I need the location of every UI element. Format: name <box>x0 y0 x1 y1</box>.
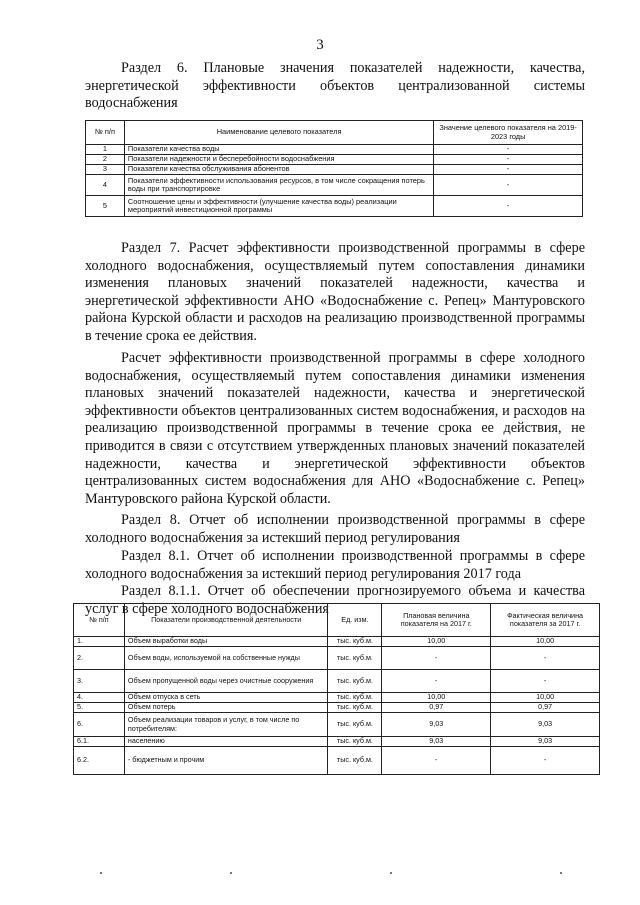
row-num: 1 <box>86 145 125 155</box>
row-num: 5 <box>86 196 125 217</box>
table-row <box>74 693 600 703</box>
section7-heading: Раздел 7. Расчет эффективности производственной программы в сфере холодного водоснабжения, осуществляемый путем сопоставления динамики изменения плановых значений показателей надежности, качества и энергетической эффективности АНО «Водоснабжение с. Репец» Мантуровского района Курской области и расходов на реализацию производственной программы в течение срока ее действия. <box>85 240 585 344</box>
header-unit: Ед. изм. <box>328 604 382 637</box>
row-num: 1. <box>74 637 125 647</box>
section6-table <box>85 120 583 217</box>
row-name: Показатели качества обслуживания абонентов <box>124 165 433 175</box>
row-unit: тыс. куб.м. <box>328 703 382 713</box>
row-unit: тыс. куб.м. <box>328 737 382 747</box>
table-row <box>74 703 600 713</box>
row-name: Показатели качества воды <box>124 145 433 155</box>
row-name: Показатели надежности и бесперебойности водоснабжения <box>124 155 433 165</box>
table-row <box>74 637 600 647</box>
row-plan: 10,00 <box>382 693 491 703</box>
row-value: - <box>434 155 583 165</box>
table-row <box>74 713 600 737</box>
table-row <box>74 737 600 747</box>
page-number: 3 <box>316 37 324 53</box>
row-unit: тыс. куб.м. <box>328 747 382 775</box>
section8-1-1-heading: Раздел 8.1.1. Отчет об обеспечении прогнозируемого объема и качества услуг в сфере холодного водоснабжения <box>85 583 585 617</box>
row-value: - <box>434 165 583 175</box>
row-num: 4 <box>86 175 125 196</box>
header-indicator: Показатели производственной деятельности <box>124 604 328 637</box>
row-fact: 0,97 <box>491 703 600 713</box>
table-header-row <box>86 121 583 145</box>
table-row <box>74 670 600 693</box>
row-num: 2 <box>86 155 125 165</box>
row-fact: - <box>491 670 600 693</box>
row-fact: 10,00 <box>491 637 600 647</box>
section8-heading: Раздел 8. Отчет об исполнении производственной программы в сфере холодного водоснабжения за истекший период регулирования <box>85 512 585 546</box>
scan-artifacts <box>90 872 590 882</box>
row-indicator: Объем воды, используемой на собственные нужды <box>124 647 328 670</box>
row-fact: 9,03 <box>491 713 600 737</box>
section8-1-heading: Раздел 8.1. Отчет об исполнении производственной программы в сфере холодного водоснабжения за истекший период регулирования 2017 года <box>85 548 585 582</box>
table-row <box>86 175 583 196</box>
header-target-value: Значение целевого показателя на 2019-2023 годы <box>434 121 583 145</box>
table-header-row <box>74 604 600 637</box>
row-num: 6. <box>74 713 125 737</box>
row-unit: тыс. куб.м. <box>328 647 382 670</box>
row-fact: 10,00 <box>491 693 600 703</box>
row-plan: 0,97 <box>382 703 491 713</box>
row-plan: 10,00 <box>382 637 491 647</box>
section6-heading: Раздел 6. Плановые значения показателей надежности, качества, энергетической эффективности объектов централизованной системы водоснабжения <box>85 60 585 112</box>
production-report-table <box>73 603 600 775</box>
row-indicator: Объем пропущенной воды через очистные сооружения <box>124 670 328 693</box>
table-row <box>74 747 600 775</box>
row-fact: - <box>491 647 600 670</box>
row-fact: 9,03 <box>491 737 600 747</box>
row-indicator: Объем выработки воды <box>124 637 328 647</box>
row-fact: - <box>491 747 600 775</box>
row-num: 6.1. <box>74 737 125 747</box>
row-name: Соотношение цены и эффективности (улучшение качества воды) реализации мероприятий инвестиционной программы <box>124 196 433 217</box>
row-indicator: Объем реализации товаров и услуг, в том числе по потребителям: <box>124 713 328 737</box>
header-num: № п/п <box>74 604 125 637</box>
row-plan: - <box>382 670 491 693</box>
row-value: - <box>434 175 583 196</box>
row-unit: тыс. куб.м. <box>328 693 382 703</box>
row-plan: 9,03 <box>382 737 491 747</box>
row-plan: - <box>382 647 491 670</box>
row-num: 3. <box>74 670 125 693</box>
row-value: - <box>434 145 583 155</box>
row-indicator: Объем отпуска в сеть <box>124 693 328 703</box>
header-indicator-name: Наименование целевого показателя <box>124 121 433 145</box>
row-unit: тыс. куб.м. <box>328 637 382 647</box>
row-unit: тыс. куб.м. <box>328 670 382 693</box>
row-name: Показатели эффективности использования ресурсов, в том числе сокращения потерь воды при транспортировке <box>124 175 433 196</box>
section7-body: Расчет эффективности производственной программы в сфере холодного водоснабжения, осуществляемый путем сопоставления динамики изменения плановых значений показателей надежности, качества и энергетической эффективности объектов централизованных систем водоснабжения, и расходов на реализацию производственной программы в течение срока ее действия, не приводится в связи с отсутствием утвержденных плановых значений показателей надежности, качества и энергетической эффективности объектов централизованных систем водоснабжения для АНО «Водоснабжение с. Репец» Мантуровского района Курской области. <box>85 350 585 507</box>
row-unit: тыс. куб.м. <box>328 713 382 737</box>
row-indicator: населению <box>124 737 328 747</box>
header-num: № п/п <box>86 121 125 145</box>
row-num: 5. <box>74 703 125 713</box>
row-value: - <box>434 196 583 217</box>
row-num: 4. <box>74 693 125 703</box>
row-plan: 9,03 <box>382 713 491 737</box>
table-row <box>86 196 583 217</box>
row-num: 2. <box>74 647 125 670</box>
row-indicator: Объем потерь <box>124 703 328 713</box>
header-fact: Фактическая величина показателя за 2017 г. <box>491 604 600 637</box>
table-row <box>86 165 583 175</box>
row-plan: - <box>382 747 491 775</box>
table-row <box>86 155 583 165</box>
table-row <box>74 647 600 670</box>
row-num: 3 <box>86 165 125 175</box>
header-plan: Плановая величина показателя на 2017 г. <box>382 604 491 637</box>
table-row <box>86 145 583 155</box>
row-num: 6.2. <box>74 747 125 775</box>
row-indicator: - бюджетным и прочим <box>124 747 328 775</box>
